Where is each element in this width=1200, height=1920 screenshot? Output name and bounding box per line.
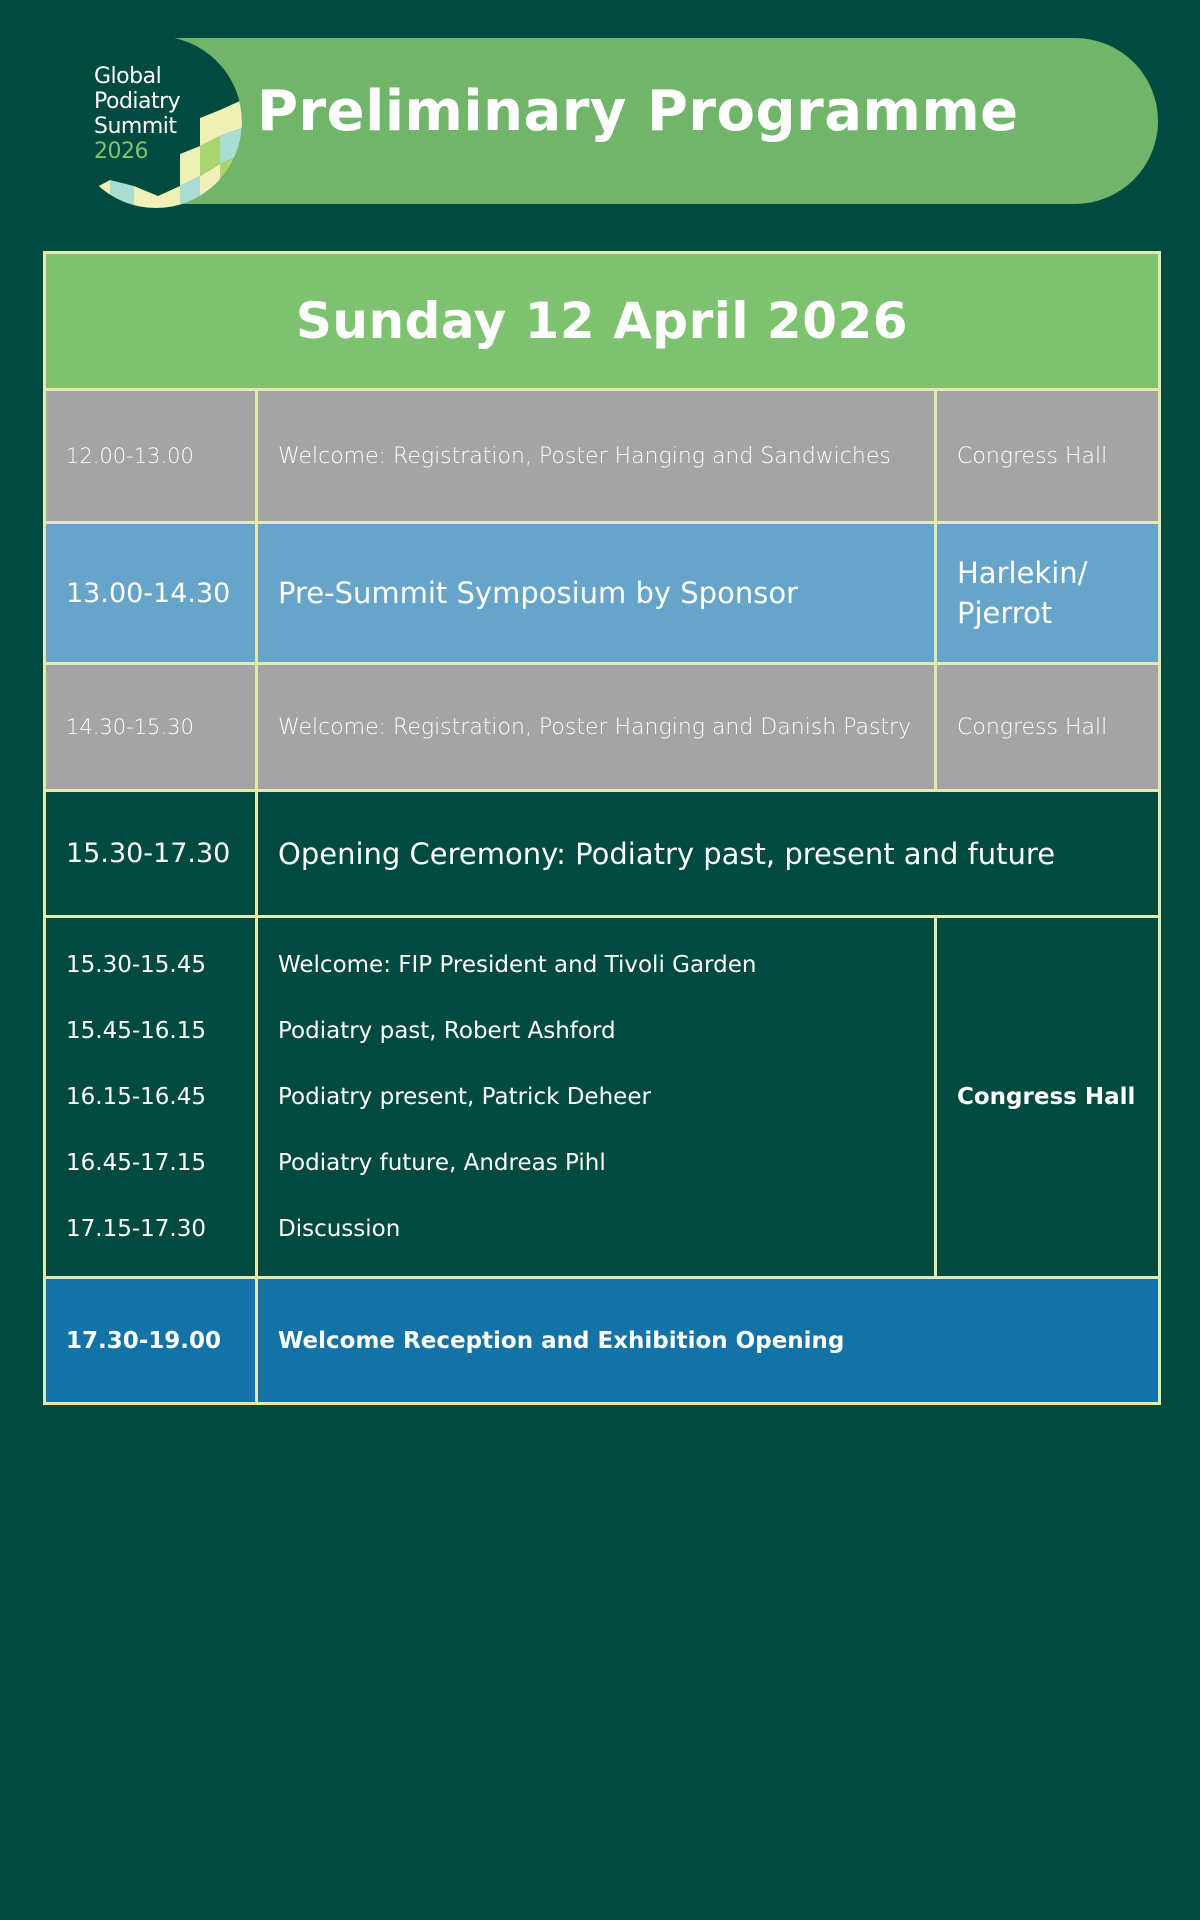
subsession-times bbox=[45, 917, 257, 1278]
subsession-title: Podiatry future, Andreas Pihl bbox=[278, 1150, 606, 1176]
session-time: 17.30-19.00 bbox=[45, 1278, 257, 1404]
session-location: Harlekin/ Pjerrot bbox=[936, 523, 1160, 664]
logo-wordmark bbox=[94, 64, 180, 164]
session-time: 13.00-14.30 bbox=[45, 523, 257, 664]
session-location: Congress Hall bbox=[936, 917, 1160, 1278]
session-location: Congress Hall bbox=[936, 390, 1160, 523]
subsession-title: Discussion bbox=[278, 1216, 401, 1242]
session-time: 15.30-17.30 bbox=[45, 791, 257, 917]
subsession-title: Podiatry present, Patrick Deheer bbox=[278, 1084, 651, 1110]
session-description: Welcome Reception and Exhibition Opening bbox=[257, 1278, 1160, 1404]
session-location: Congress Hall bbox=[936, 664, 1160, 791]
subsession-title: Welcome: FIP President and Tivoli Garden bbox=[278, 952, 757, 978]
table-row bbox=[45, 1278, 1160, 1404]
subsession-time: 16.45-17.15 bbox=[66, 1150, 206, 1176]
page-title: Preliminary Programme bbox=[257, 79, 1019, 144]
session-time: 14.30-15.30 bbox=[45, 664, 257, 791]
day-header-row bbox=[45, 253, 1160, 390]
programme-table bbox=[43, 251, 1161, 1405]
subsession-time: 15.45-16.15 bbox=[66, 1018, 206, 1044]
logo-line-global: Global bbox=[94, 64, 162, 89]
logo-line-podiatry: Podiatry bbox=[94, 89, 181, 114]
subsession-titles bbox=[257, 917, 936, 1278]
session-description: Pre-Summit Symposium by Sponsor bbox=[257, 523, 936, 664]
summit-logo bbox=[70, 36, 242, 208]
subsession-title: Podiatry past, Robert Ashford bbox=[278, 1018, 616, 1044]
logo-year: 2026 bbox=[94, 139, 148, 164]
table-row bbox=[45, 917, 1160, 1278]
subsession-time: 17.15-17.30 bbox=[66, 1216, 206, 1242]
session-time: 12.00-13.00 bbox=[45, 390, 257, 523]
subsession-time: 15.30-15.45 bbox=[66, 952, 206, 978]
subsession-time: 16.15-16.45 bbox=[66, 1084, 206, 1110]
table-row bbox=[45, 523, 1160, 664]
table-row bbox=[45, 664, 1160, 791]
session-description: Welcome: Registration, Poster Hanging and Danish Pastry bbox=[257, 664, 936, 791]
session-description: Welcome: Registration, Poster Hanging and Sandwiches bbox=[257, 390, 936, 523]
session-description: Opening Ceremony: Podiatry past, present and future bbox=[257, 791, 1160, 917]
table-row bbox=[45, 390, 1160, 523]
table-row bbox=[45, 791, 1160, 917]
day-title: Sunday 12 April 2026 bbox=[45, 253, 1160, 390]
logo-line-summit: Summit bbox=[94, 114, 177, 139]
